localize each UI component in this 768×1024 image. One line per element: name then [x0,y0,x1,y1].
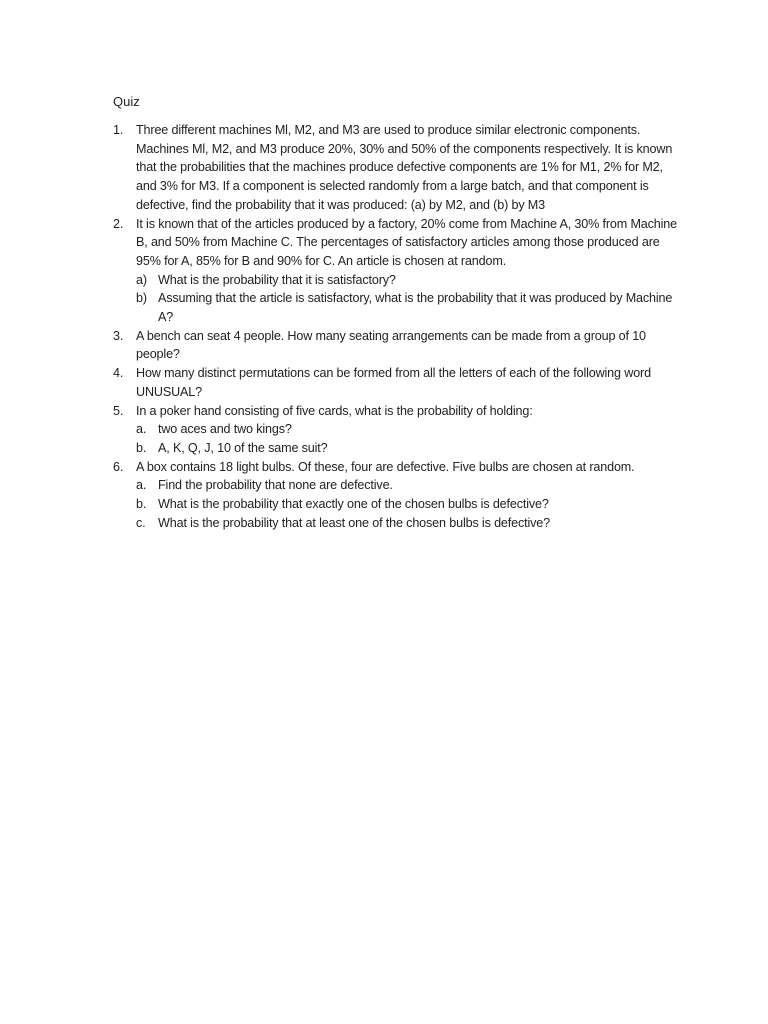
sub-question-text: two aces and two kings? [158,422,292,437]
sub-question-list [136,476,683,532]
sub-question-list [136,271,683,327]
question-list [113,121,683,532]
question-number: 5. [113,403,124,418]
sub-question-label: c. [136,515,146,530]
question-item [113,458,683,533]
sub-question-item [136,514,683,533]
sub-question-text: What is the probability that it is satisfactory? [158,272,396,287]
question-text: A bench can seat 4 people. How many seating arrangements can be made from a group of 10 people? [136,328,646,362]
question-item [113,364,683,401]
sub-question-item [136,420,683,439]
sub-question-item [136,495,683,514]
question-number: 2. [113,216,124,231]
sub-question-item [136,271,683,290]
sub-question-item [136,439,683,458]
sub-question-list [136,420,683,457]
question-text: How many distinct permutations can be formed from all the letters of each of the following word UNUSUAL? [136,366,651,399]
sub-question-label: a) [136,272,147,287]
question-number: 6. [113,459,124,474]
question-number: 3. [113,328,124,343]
question-text: Three different machines Ml, M2, and M3 are used to produce similar electronic components. Machines Ml, M2, and M3 produce 20%, 30% and 50% of the components respectively. It is known that the probabilities that the machines produce defective components are 1% for M1, 2% for M2, and 3% for M3. If a component is selected randomly from a large batch, and that component is defective, find the probability that it was produced: (a) by M2, and (b) by M3 [136,123,673,212]
question-text: In a poker hand consisting of five cards, what is the probability of holding: [136,403,533,418]
question-item [113,215,683,327]
sub-question-label: a. [136,422,147,437]
sub-question-text: Assuming that the article is satisfactory, what is the probability that it was produced by Machine A? [158,291,673,325]
page-title: Quiz [113,94,140,109]
sub-question-label: a. [136,478,147,493]
question-text: A box contains 18 light bulbs. Of these, four are defective. Five bulbs are chosen at random. [136,459,635,474]
sub-question-text: What is the probability that at least one of the chosen bulbs is defective? [158,515,550,530]
sub-question-item [136,476,683,495]
question-text: It is known that of the articles produced by a factory, 20% come from Machine A, 30% from Machine B, and 50% from Machine C. The percentages of satisfactory articles among those produced are 95% for A, 85% for B and 90% for C. An article is chosen at random. [136,216,678,268]
sub-question-item [136,289,683,326]
question-item [113,121,683,215]
sub-question-text: Find the probability that none are defective. [158,478,393,493]
question-item [113,402,683,458]
sub-question-label: b. [136,497,147,512]
question-number: 1. [113,123,124,137]
sub-question-label: b) [136,291,147,306]
sub-question-label: b. [136,440,147,455]
sub-question-text: What is the probability that exactly one of the chosen bulbs is defective? [158,497,549,512]
sub-question-text: A, K, Q, J, 10 of the same suit? [158,440,328,455]
question-number: 4. [113,366,124,381]
question-item [113,327,683,364]
